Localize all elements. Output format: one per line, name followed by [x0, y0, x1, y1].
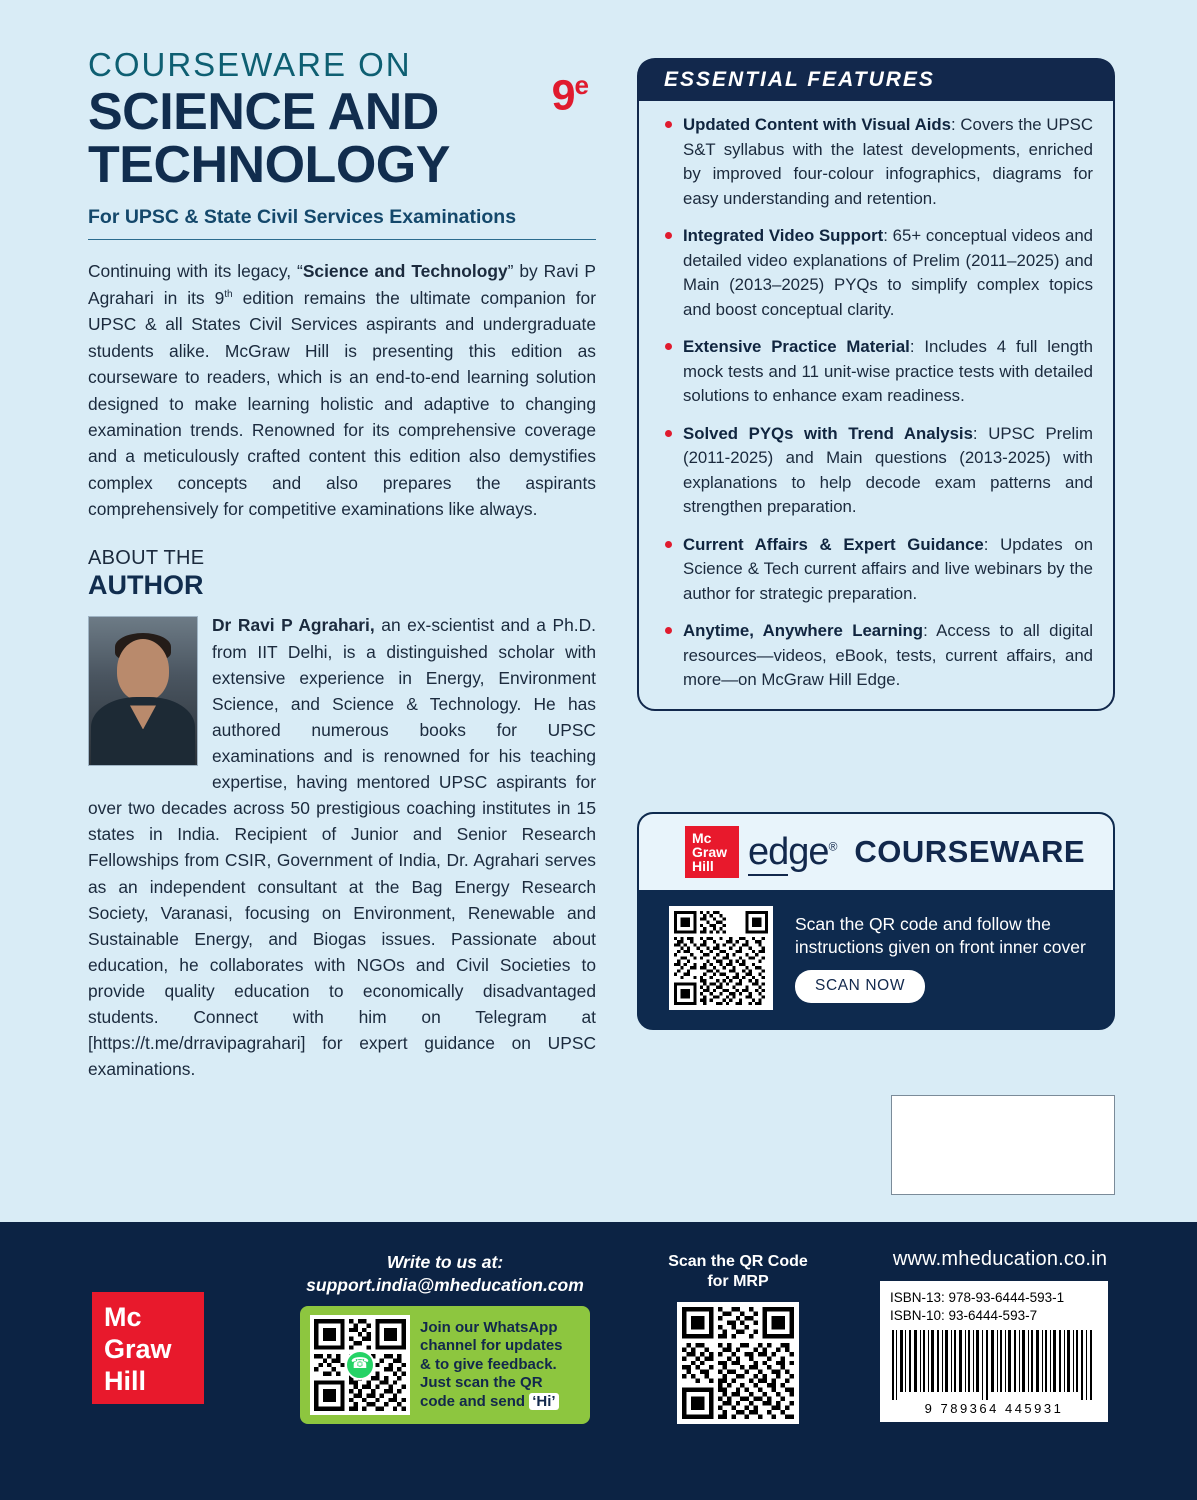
list-item — [665, 113, 1093, 211]
whatsapp-instructions — [420, 1319, 563, 1412]
feature-title: Solved PYQs with Trend Analysis — [683, 423, 973, 443]
logo-line-2: Graw — [692, 843, 728, 860]
features-heading: ESSENTIAL FEATURES — [638, 59, 1114, 101]
mcgraw-hill-edge-card — [637, 812, 1115, 1030]
page-title-line3: TECHNOLOGY — [88, 135, 450, 194]
edge-courseware-label: COURSEWARE — [854, 834, 1086, 869]
edge-wordmark-ed: ed — [748, 831, 788, 876]
bullet-icon — [665, 232, 672, 239]
bullet-icon — [665, 430, 672, 437]
edge-instructions: Scan the QR code and follow the instructions given on front inner cover — [795, 914, 1086, 958]
bullet-icon — [665, 343, 672, 350]
whatsapp-line-4: Just scan the QR — [420, 1374, 543, 1392]
mcgraw-hill-logo — [685, 826, 739, 879]
about-title: AUTHOR — [88, 569, 204, 600]
feature-title: Current Affairs & Expert Guidance — [683, 534, 984, 554]
feature-text: : UPSC Prelim (2011-2025) and Main questions (2013-2025) with explanations to help decode exam patterns and strengthen preparation. — [683, 423, 1093, 517]
avatar-face — [117, 639, 169, 701]
whatsapp-line-1: Join our WhatsApp — [420, 1318, 558, 1336]
blurb-part3: edition remains the ultimate companion for UPSC & all States Civil Services aspirants and undergraduate students alike. McGraw Hill is presenting this edition as courseware to readers, which is an end-to-end learning solution designed to make learning holistic and adaptive to changing examination trends. Renowned for its comprehensive coverage and a meticulously crafted content this edition also demystifies complex concepts and also prepares the aspirants comprehensively for competitive examinations like always. — [88, 287, 597, 520]
feature-title: Anytime, Anywhere Learning — [683, 621, 924, 641]
footer-bar — [0, 1222, 1197, 1500]
blurb-paragraph — [88, 258, 596, 523]
whatsapp-qr-code[interactable] — [310, 1315, 410, 1415]
list-item — [665, 224, 1093, 322]
whatsapp-line-2: channel for updates — [420, 1337, 563, 1355]
mrp-qr-code[interactable] — [677, 1302, 799, 1424]
list-item — [665, 619, 1093, 693]
edition-suffix: e — [574, 70, 588, 100]
edge-qr-code[interactable] — [669, 906, 773, 1010]
blurb-ordinal: th — [224, 288, 233, 300]
subtitle: For UPSC & State Civil Services Examinations — [88, 206, 596, 240]
feature-text: : 65+ conceptual videos and detailed video explanations of Prelim (2011–2025) and Main (2013–2025) PYQs to simplify complex topics and boost conceptual clarity. — [683, 226, 1093, 319]
whatsapp-line-5-text: code and send — [420, 1392, 530, 1410]
essential-features-card — [637, 58, 1115, 711]
author-name: Dr Ravi P Agrahari, — [212, 615, 375, 636]
edge-card-header — [639, 814, 1113, 890]
author-bio-text: an ex-scientist and a Ph.D. from IIT Delhi, is a distinguished scholar with extensive experience in Energy, Environment Science, and Science & Technology. He has authored numerous books for UPSC examinations and is renowned for his teaching expertise, having mentored UPSC aspirants for over two decades across 50 prestigious coaching institutes in 15 states in India. Recipient of Junior and Senior Research Fellowships from CSIR, Government of India, Dr. Agrahari serves as an independent consultant at the Bag Energy Research Society, Varanasi, focusing on Environment, Renewable and Sustainable Energy, and Biogas issues. Passionate about education, he collaborates with NGOs and Civil Societies to provide quality education to economically disadvantaged students. Connect with him on Telegram at [https://t.me/drravipagrahari] for expert guidance on UPSC examinations. — [88, 615, 596, 1080]
bullet-icon — [665, 121, 672, 128]
left-column — [88, 48, 608, 1082]
whatsapp-line-3: & to give feedback. — [420, 1355, 557, 1373]
isbn-block — [880, 1248, 1120, 1422]
feature-title: Integrated Video Support — [683, 226, 884, 246]
edition-number: 9 — [551, 71, 575, 120]
mcgraw-hill-footer-logo — [92, 1292, 204, 1404]
whatsapp-card — [300, 1306, 590, 1424]
barcode-icon — [890, 1330, 1098, 1400]
barcode-digits: 9 789364 445931 — [924, 1401, 1064, 1417]
qr-svg — [674, 911, 768, 1005]
whatsapp-icon: ☎ — [345, 1350, 375, 1380]
blank-price-box — [891, 1095, 1115, 1195]
features-list — [639, 101, 1113, 693]
feature-text: : Updates on Science & Tech current affairs and live webinars by the author for strategic preparation. — [683, 534, 1093, 603]
mrp-label-line-1: Scan the QR Code — [668, 1253, 808, 1270]
about-label: ABOUT THE — [88, 546, 205, 569]
write-to-us-label: Write to us at: — [386, 1252, 504, 1272]
feature-title: Extensive Practice Material — [683, 337, 910, 357]
page-title-line1: COURSEWARE ON — [88, 46, 412, 83]
isbn-10: ISBN-10: 93-6444-593-7 — [890, 1307, 1038, 1323]
bullet-icon — [665, 541, 672, 548]
scan-now-button[interactable]: SCAN NOW — [795, 970, 925, 1002]
list-item — [665, 533, 1093, 607]
page-title-line2: SCIENCE AND — [88, 82, 439, 141]
edge-card-body — [639, 890, 1113, 1028]
feature-text: : Access to all digital resources—videos, eBook, tests, current affairs, and more—on McGraw Hill Edge. — [683, 621, 1094, 690]
edge-wordmark — [748, 831, 836, 874]
feature-text: : Includes 4 full length mock tests and 11 unit-wise practice tests with detailed solutions to enhance exam readiness. — [683, 337, 1093, 406]
footer-logo-line-2: Graw — [104, 1333, 172, 1364]
footer-logo-line-3: Hill — [104, 1365, 147, 1396]
edge-instructions-block — [795, 913, 1095, 1003]
whatsapp-line-5 — [420, 1393, 563, 1412]
list-item — [665, 335, 1093, 409]
feature-text: : Covers the UPSC S&T syllabus with the latest developments, enriched by improved four-colour infographics, diagrams for easy understanding and retention. — [683, 115, 1093, 208]
barcode-box — [880, 1281, 1108, 1422]
mrp-label-line-2: for MRP — [707, 1273, 769, 1290]
feature-title: Updated Content with Visual Aids — [683, 115, 951, 134]
mrp-block — [640, 1252, 836, 1424]
edge-wordmark-ge: ge — [788, 830, 829, 873]
edition-badge — [552, 70, 588, 120]
blurb-part2: ” by Ravi P Agrahari in its 9 — [88, 261, 596, 308]
whatsapp-hi-chip: ‘Hi’ — [529, 1393, 558, 1410]
blurb-book-title: Science and Technology — [302, 261, 508, 282]
author-bio-block — [88, 612, 596, 1082]
isbn-13: ISBN-13: 978-93-6444-593-1 — [890, 1290, 1065, 1305]
title-block — [88, 48, 608, 192]
contact-block — [300, 1252, 590, 1424]
support-email[interactable]: support.india@mheducation.com — [306, 1275, 584, 1295]
qr-svg — [682, 1307, 794, 1419]
footer-logo-line-1: Mc — [104, 1302, 142, 1332]
avatar — [88, 616, 198, 766]
logo-line-3: Hill — [692, 858, 714, 875]
website-url[interactable]: www.mheducation.co.in — [892, 1248, 1108, 1270]
list-item — [665, 422, 1093, 520]
logo-line-1: Mc — [692, 829, 712, 846]
blurb-part1: Continuing with its legacy, “ — [88, 261, 303, 282]
bullet-icon — [665, 627, 672, 634]
registered-mark: ® — [828, 838, 837, 853]
